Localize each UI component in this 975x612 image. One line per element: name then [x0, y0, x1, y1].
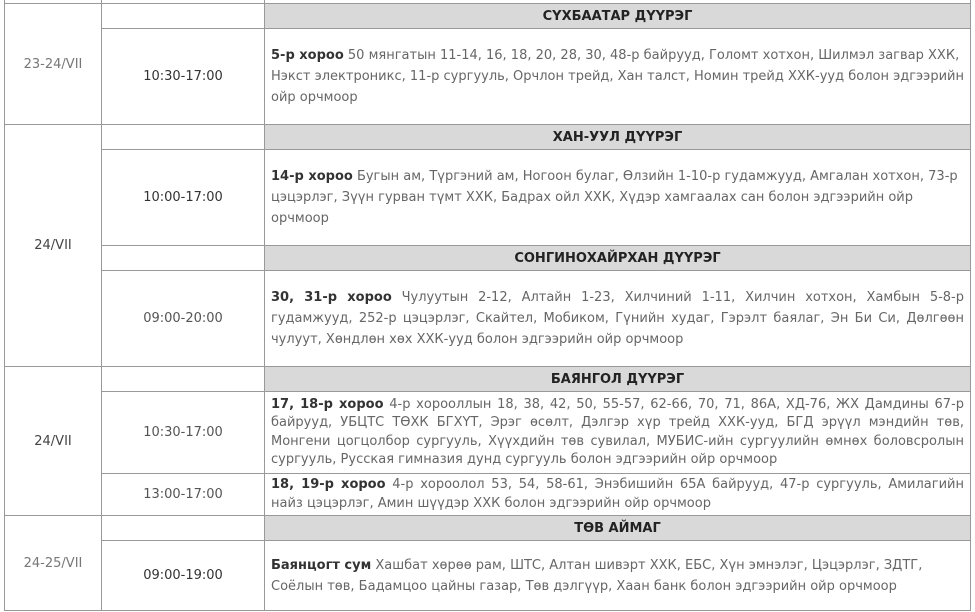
table-row	[5, 125, 971, 150]
district-header: БАЯНГОЛ ДҮҮРЭГ	[265, 367, 971, 392]
table-row	[5, 246, 971, 271]
khoroo-label: 17, 18-р хороо	[271, 396, 384, 412]
time-cell: 10:30-17:00	[102, 392, 265, 474]
date-cell: 23-24/VII	[5, 4, 102, 125]
table-row	[5, 29, 971, 125]
area-cell	[265, 392, 971, 474]
time-cell: 10:30-17:00	[102, 29, 265, 125]
table-row	[5, 541, 971, 611]
district-header: СҮХБААТАР ДҮҮРЭГ	[265, 4, 971, 29]
district-header: ХАН-УУЛ ДҮҮРЭГ	[265, 125, 971, 150]
table-row	[5, 150, 971, 246]
area-cell	[265, 474, 971, 516]
outage-schedule-table	[4, 0, 971, 611]
table-row	[5, 367, 971, 392]
date-cell: 24/VII	[5, 367, 102, 516]
time-cell: 09:00-19:00	[102, 541, 265, 611]
area-cell	[265, 541, 971, 611]
table-row	[5, 474, 971, 516]
district-header: ТӨВ АЙМАГ	[265, 516, 971, 541]
date-cell: 24/VII	[5, 125, 102, 367]
table-row	[5, 4, 971, 29]
district-header: СОНГИНОХАЙРХАН ДҮҮРЭГ	[265, 246, 971, 271]
khoroo-label: 5-р хороо	[271, 48, 344, 63]
area-cell	[265, 29, 971, 125]
area-text: Бугын ам, Түргэний ам, Ногоон булаг, Өлзийн 1-10-р гудамжууд, Амгалан хотхон, 73-р цэцэрлэг, Зүүн гурван түмт ХХК, Бадрах ойл ХХК, Хүдэр хамгаалах сан болон эдгээрийн ойр орчмоор	[271, 169, 958, 226]
khoroo-label: 14-р хороо	[271, 169, 353, 184]
area-text: Хашбат хөрөө рам, ШТС, Алтан шивэрт ХХК, ЕБС, Хүн эмнэлэг, Цэцэрлэг, ЗДТГ, Соёлын төв, Бадамцоо цайны газар, Төв дэлгүүр, Хаан банк болон эдгээрийн ойр орчмоор	[271, 557, 923, 594]
area-text: Чулуутын 2-12, Алтайн 1-23, Хилчиний 1-11, Хилчин хотхон, Хамбын 5-8-р гудамжууд, 252-р цэцэрлэг, Скайтел, Мобиком, Гүнийн худаг, Гэрэлт баялаг, Эн Би Си, Дөлгөөн чулуут, Хөндлөн хөх ХХК-ууд болон эдгээрийн ойр орчмоор	[271, 290, 965, 347]
table-row	[5, 271, 971, 367]
area-cell	[265, 271, 971, 367]
time-cell: 10:00-17:00	[102, 150, 265, 246]
khoroo-label: 30, 31-р хороо	[271, 290, 392, 305]
area-text: 4-р хороолол 53, 54, 58-61, Энэбишийн 65А байрууд, 47-р сургууль, Амилагийн найз цэцэрлэг, Амин шүүдэр ХХК болон эдгээрийн ойр орчмоор	[271, 477, 964, 511]
area-cell	[265, 150, 971, 246]
khoroo-label: 18, 19-р хороо	[271, 477, 386, 492]
area-text: 4-р хорооллын 18, 38, 42, 50, 55-57, 62-66, 70, 71, 86А, ХД-76, ЖХ Дамдины 67-р байрууд, УБЦТС ТӨХК БГХҮТ, Эрэг өсөлт, Дэлгэр хүр трейд ХХК-ууд, БГД эрүүл мэндийн төв, Монгени цогцолбор сургууль, Хүүхдийн төв сувилал, МУБИС-ийн сургуулийн өмнөх боловсролын сургууль, Русская гимназия дунд сургууль болон эдгээрийн ойр орчмоор	[271, 396, 965, 467]
table-row	[5, 516, 971, 541]
date-cell: 24-25/VII	[5, 516, 102, 611]
khoroo-label: Баянцогт сум	[271, 557, 372, 573]
time-cell: 09:00-20:00	[102, 271, 265, 367]
table-row	[5, 392, 971, 474]
time-cell: 13:00-17:00	[102, 474, 265, 516]
area-text: 50 мянгатын 11-14, 16, 18, 20, 28, 30, 48-р байрууд, Голомт хотхон, Шилмэл загвар ХХК, Нэкст электроникс, 11-р сургууль, Орчлон трейд, Хан талст, Номин трейд ХХК-ууд болон эдгээрийн ойр орчмоор	[271, 48, 964, 105]
